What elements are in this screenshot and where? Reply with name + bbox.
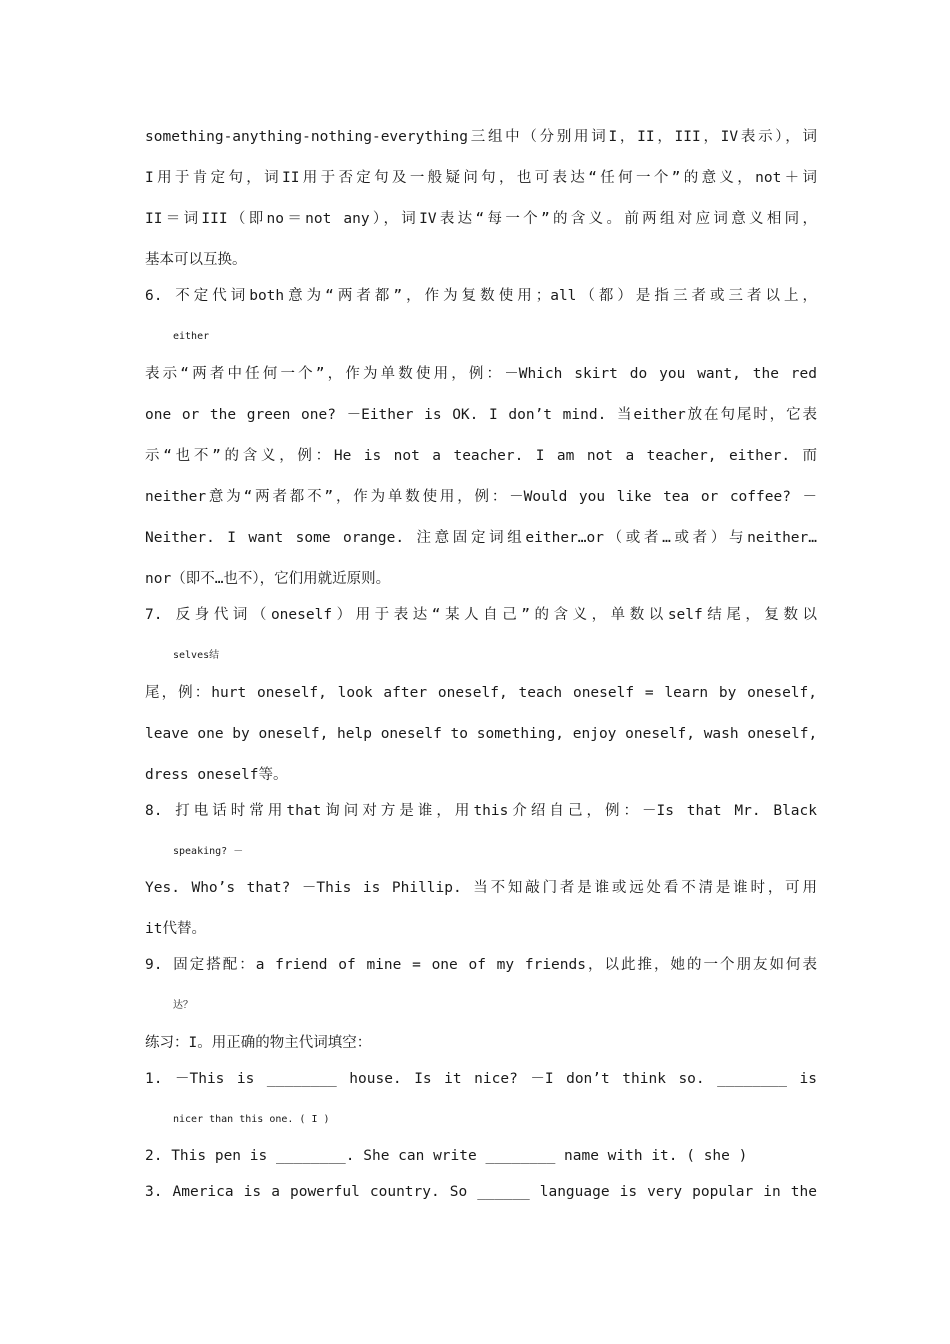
- text-line: speaking? －: [173, 846, 244, 857]
- exercise-heading: 练习：I。用正确的物主代词填空：: [145, 1035, 372, 1051]
- text-line: something-anything-nothing-everything三组中（分别用词I，II，III，IV表示），词: [145, 129, 817, 145]
- list-item-7: 7. 反身代词（oneself）用于表达“某人自己”的含义，单数以self结尾，复数以: [145, 607, 817, 623]
- text-line: nicer than this one. ( I ): [173, 1114, 330, 1125]
- list-item-8: 8. 打电话时常用that询问对方是谁，用this介绍自己，例：－Is that Mr. Black: [145, 803, 817, 819]
- text-line: one or the green one? －Either is OK. I don’t mind. 当either放在句尾时，它表: [145, 407, 817, 423]
- text-line: either: [173, 331, 210, 342]
- text-line: nor（即不…也不），它们用就近原则。: [145, 571, 391, 587]
- text-line: I用于肯定句，词II用于否定句及一般疑问句，也可表达“任何一个”的意义，not＋词: [145, 170, 817, 186]
- text-line: 表示“两者中任何一个”，作为单数使用，例：－Which skirt do you want, the red: [145, 366, 817, 382]
- text-line: leave one by oneself, help oneself to something, enjoy oneself, wash oneself,: [145, 726, 818, 742]
- text-line: dress oneself等。: [145, 767, 288, 783]
- exercise-item-2: 2. This pen is ________. She can write ________ name with it. ( she ): [145, 1148, 748, 1164]
- exercise-item-3: 3. America is a powerful country. So ______ language is very popular in the: [145, 1184, 817, 1200]
- text-line: neither意为“两者都不”，作为单数使用，例：－Would you like tea or coffee? －: [145, 489, 817, 505]
- list-item-9: 9. 固定搭配：a friend of mine = one of my friends，以此推，她的一个朋友如何表: [145, 957, 817, 973]
- text-line: selves结: [173, 650, 220, 661]
- text-line: Neither. I want some orange. 注意固定词组either…or（或者…或者）与neither…: [145, 530, 817, 546]
- text-line: II＝词III（即no＝not any），词IV表达“每一个”的含义。前两组对应词意义相同，: [145, 211, 817, 227]
- text-line: 基本可以互换。: [145, 252, 247, 268]
- list-item-6: 6. 不定代词both意为“两者都”，作为复数使用；all（都）是指三者或三者以上，: [145, 288, 817, 304]
- exercise-item-1: 1. －This is ________ house. Is it nice? －I don’t think so. ________ is: [145, 1071, 817, 1087]
- text-line: 尾，例：hurt oneself, look after oneself, teach oneself = learn by oneself,: [145, 685, 817, 701]
- text-line: 示“也不”的含义，例：He is not a teacher. I am not a teacher, either. 而: [145, 448, 817, 464]
- text-line: it代替。: [145, 921, 206, 937]
- text-line: 达？: [173, 1000, 193, 1011]
- text-line: Yes. Who’s that? －This is Phillip. 当不知敲门者是谁或远处看不清是谁时，可用: [145, 880, 817, 896]
